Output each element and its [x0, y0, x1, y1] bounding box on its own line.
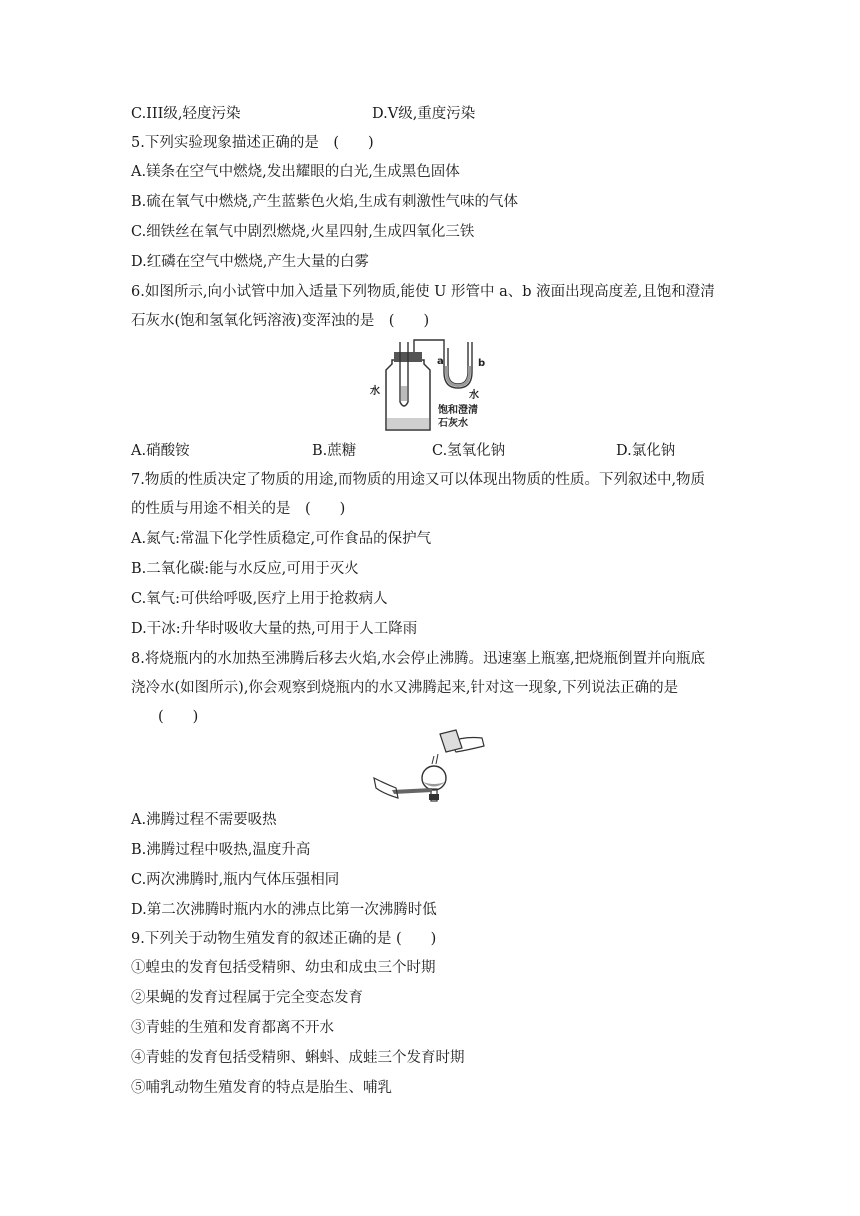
q7-stem-line1: 7.物质的性质决定了物质的用途,而物质的用途又可以体现出物质的性质。下列叙述中,物质 — [131, 472, 706, 488]
q7-stem-line2: 的性质与用途不相关的是 ( ) — [131, 501, 346, 517]
q4-option-d: D.V级,重度污染 — [372, 106, 476, 122]
q6-stem-line2: 石灰水(饱和氢氧化钙溶液)变浑浊的是 ( ) — [131, 313, 430, 329]
q6-stem-line1: 6.如图所示,向小试管中加入适量下列物质,能使 U 形管中 a、b 液面出现高度差,且饱和澄清 — [131, 284, 715, 300]
q8-stem-line2: 浇冷水(如图所示),你会观察到烧瓶内的水又沸腾起来,针对这一现象,下列说法正确的是 — [131, 680, 679, 696]
label-water-left: 水 — [370, 386, 380, 397]
holding-hand — [374, 778, 398, 798]
q6-option-a: A.硝酸铵 — [131, 443, 190, 459]
q6-apparatus-figure — [366, 334, 502, 434]
lime-water — [387, 418, 429, 429]
label-lime-2: 石灰水 — [438, 418, 468, 429]
q4-option-c: C.III级,轻度污染 — [131, 106, 241, 122]
q9-statement-2: ②果蝇的发育过程属于完全变态发育 — [131, 990, 363, 1006]
q9-statement-1: ①蝗虫的发育包括受精卵、幼虫和成虫三个时期 — [131, 960, 436, 976]
q6-option-d: D.氯化钠 — [616, 443, 676, 459]
q9-stem: 9.下列关于动物生殖发育的叙述正确的是 ( ) — [131, 931, 437, 947]
q8-stem-line3: ( ) — [158, 709, 199, 725]
q7-option-b: B.二氧化碳:能与水反应,可用于灭火 — [131, 561, 359, 577]
q7-option-d: D.干冰:升华时吸收大量的热,可用于人工降雨 — [131, 621, 418, 637]
q5-option-a: A.镁条在空气中燃烧,发出耀眼的白光,生成黑色固体 — [131, 164, 460, 180]
q8-option-c: C.两次沸腾时,瓶内气体压强相同 — [131, 872, 340, 888]
q7-option-c: C.氧气:可供给呼吸,医疗上用于抢救病人 — [131, 591, 388, 607]
q9-statement-5: ⑤哺乳动物生殖发育的特点是胎生、哺乳 — [131, 1080, 392, 1096]
q8-stem-line1: 8.将烧瓶内的水加热至沸腾后移去火焰,水会停止沸腾。迅速塞上瓶塞,把烧瓶倒置并向瓶底 — [131, 651, 706, 667]
q9-statement-4: ④青蛙的发育包括受精卵、蝌蚪、成蛙三个发育时期 — [131, 1050, 465, 1066]
q5-stem: 5.下列实验现象描述正确的是 ( ) — [131, 135, 374, 151]
q7-option-a: A.氮气:常温下化学性质稳定,可作食品的保护气 — [131, 531, 432, 547]
stopper — [429, 794, 439, 800]
q5-option-d: D.红磷在空气中燃烧,产生大量的白雾 — [131, 254, 369, 270]
q8-flask-figure — [372, 728, 490, 804]
label-lime-1: 饱和澄清 — [438, 405, 478, 416]
q5-option-b: B.硫在氧气中燃烧,产生蓝紫色火焰,生成有刺激性气味的气体 — [131, 194, 518, 210]
label-water-right: 水 — [469, 390, 479, 401]
q8-option-b: B.沸腾过程中吸热,温度升高 — [131, 842, 311, 858]
q5-option-c: C.细铁丝在氧气中剧烈燃烧,火星四射,生成四氧化三铁 — [131, 224, 475, 240]
label-b: b — [478, 358, 486, 369]
q6-option-c: C.氢氧化钠 — [432, 443, 506, 459]
label-a: a — [437, 356, 444, 367]
holder — [392, 788, 432, 794]
beaker — [440, 730, 462, 752]
q8-option-a: A.沸腾过程不需要吸热 — [131, 812, 277, 828]
q6-option-b: B.蔗糖 — [312, 443, 357, 459]
q9-statement-3: ③青蛙的生殖和发育都离不开水 — [131, 1020, 334, 1036]
q8-option-d: D.第二次沸腾时瓶内水的沸点比第一次沸腾时低 — [131, 902, 437, 918]
